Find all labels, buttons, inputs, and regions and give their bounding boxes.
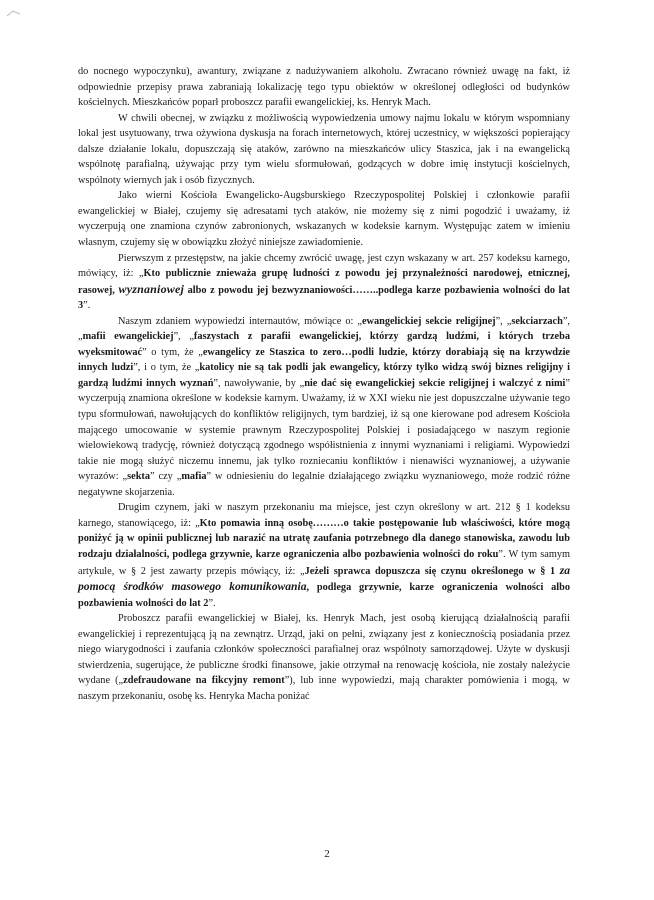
quoted-text: sekciarzach — [511, 315, 563, 327]
quoted-text: Jeżeli sprawca dopuszcza się czynu określonego w § 1 — [304, 565, 560, 577]
body-text: ”, i o tym, że „ — [133, 362, 200, 374]
paragraph — [78, 111, 570, 189]
quoted-text: nie dać się ewangelickiej sekcie religijnej i walczyć z nimi — [304, 377, 566, 389]
body-text: ”, „ — [495, 315, 512, 327]
body-text: W chwili obecnej, w związku z możliwością wypowiedzenia umowy najmu lokalu w którym wspomniany lokal jest usytuowany, trwa ożywiona dyskusja na forach internetowych, której uczestnicy, w większości popierający dalsze działanie lokalu, dopuszczają się ataków, zarówno na mieszkańców ulicy Staszica, jak i na ewangelicką wspólnotę parafialną, używając przy tym wielu sformułowań, godzących w dobre imię instytucji kościelnych, wspólnoty wiernych jak i osób fizycznych. — [78, 112, 570, 186]
body-text: ”. W tym samym artykule, w § 2 jest zawarty przepis mówiący, iż: „ — [78, 548, 571, 577]
paragraph — [78, 611, 570, 704]
body-text: ” w odniesieniu do legalnie działającego związku wyznaniowego, może rodzić różne negatywne skojarzenia. — [78, 471, 570, 498]
body-text: ”), lub inne wypowiedzi, mają charakter pomówienia i mogą, w naszym przekonaniu, osobę ks. Henryka Macha poniżać — [78, 675, 570, 702]
paragraph — [78, 251, 570, 314]
quoted-text: katolicy nie są tak podli jak ewangelicy, którzy tylko widzą swój biznes religijny i gardzą ludźmi innych wyznań — [78, 362, 570, 389]
quoted-text: faszystach z parafii ewangelickiej, którzy gardzą ludźmi, i których trzeba wyeksmitować — [78, 331, 571, 358]
body-text: ”. — [208, 597, 216, 609]
paragraph — [78, 64, 570, 111]
body-text: Proboszcz parafii ewangelickiej w Białej, ks. Henryk Mach, jest osobą kierującą działalnością parafii ewangelickiej i reprezentującą ją na zewnątrz. Urząd, jaki on pełni, związany jest z koniecznością posiadania przez niego wiarygodności i zaufania członków społeczności parafialnej oraz wspólnoty samorządowej. Użyte w dyskusji stwierdzenia, sugerujące, że publiczne środki finansowe, jakie otrzymał na renowację kościoła, nie zostały należycie wydane („ — [78, 613, 570, 687]
quoted-text: zdefraudowane na fikcyjny remont — [123, 675, 285, 687]
paragraph — [78, 188, 570, 250]
page-number: 2 — [324, 848, 330, 860]
body-text: ”, nawoływanie, by „ — [213, 377, 305, 389]
body-text: ”. — [83, 300, 91, 312]
document-body — [78, 64, 570, 704]
body-text: ” czy „ — [150, 471, 182, 483]
paragraph — [78, 314, 570, 501]
quoted-text: Kto publicznie znieważa grupę ludności z powodu jej przynależności narodowej, etnicznej, rasowej, — [78, 268, 570, 296]
body-text: Jako wierni Kościoła Ewangelicko-Augsburskiego Rzeczypospolitej Polskiej i członkowie parafii ewangelickiej w Białej, czujemy się adresatami tych ataków, nie możemy się z nimi pogodzić i uważamy, iż wyczerpują one znamiona czynów zabronionych, wskazanych w kodeksie karnym. Występując zatem w imieniu własnym, czujemy się w obowiązku złożyć niniejsze zawiadomienie. — [78, 190, 570, 249]
paragraph — [78, 500, 570, 611]
body-text: ” o tym, że „ — [142, 346, 203, 358]
binding-hole-mark — [6, 8, 22, 18]
quoted-text: sekta — [127, 471, 151, 483]
body-text: ”, „ — [78, 315, 570, 343]
body-text: Naszym zdaniem wypowiedzi internautów, mówiące o: „ — [118, 315, 362, 327]
body-text: ”, „ — [173, 331, 194, 343]
quoted-text: albo z powodu jej bezwyznaniowości……..podlega karze pozbawienia wolności do lat 3 — [78, 284, 570, 312]
quoted-text: wyznaniowej — [118, 281, 185, 296]
body-text: ” wyczerpują znamiona określone w kodeksie karnym. Uważamy, iż w XXI wieku nie jest dopuszczalne używanie tego typu sformułowań, nawołujących do konfliktów religijnych, tym bardziej, iż są one kierowane pod adresem Kościoła mającego umocowanie w systemie prawnym Rzeczypospolitej Polskiej i posiadającego w naszym regionie wielowiekową tradycję, również dotyczącą zgodnego współistnienia z innymi wyznaniami i religiami. Wypowiedzi takie nie mogą służyć niczemu innemu, jak tylko rozniecaniu konfliktów i nienawiści wyznaniowej, a używanie wyrazów: „ — [78, 377, 570, 483]
quoted-text: mafia — [181, 471, 207, 483]
quoted-text: Kto pomawia inną osobę………o takie postępowanie lub właściwości, które mogą poniżyć ją w opinii publicznej lub narazić na utratę zaufania potrzebnego dla danego stanowiska, zawodu lub rodzaju działalności, podlega grzywnie, karze ograniczenia albo pozbawienia wolności do roku — [78, 517, 571, 560]
quoted-text: ewangelickiej sekcie religijnej — [361, 315, 496, 327]
body-text: Pierwszym z przestępstw, na jakie chcemy zwrócić uwagę, jest czyn wskazany w art. 257 kodeksu karnego, mówiący, iż: „ — [78, 252, 570, 280]
body-text: do nocnego wypoczynku), awantury, związane z nadużywaniem alkoholu. Zwracano również uwagę na fakt, iż odpowiednie przepisy prawa zabraniają lokalizację tego typu obiektów w określonej odległości od budynków kościelnych. Mieszkańców poparł proboszcz parafii ewangelickiej, ks. Henryk Mach. — [78, 66, 570, 109]
quoted-text: mafii ewangelickiej — [82, 331, 174, 343]
quoted-text: ewangelicy ze Staszica to zero…podli ludzie, którzy dorabiają się na krzywdzie innych ludzi — [78, 346, 570, 374]
body-text: Drugim czynem, jaki w naszym przekonaniu ma miejsce, jest czyn określony w art. 212 § 1 kodeksu karnego, stanowiącego, iż: „ — [78, 502, 570, 529]
quoted-text: , podlega grzywnie, karze ograniczenia wolności albo pozbawienia wolności do lat 2 — [78, 582, 571, 609]
quoted-text: za pomocą środków masowego komunikowania — [78, 563, 570, 594]
